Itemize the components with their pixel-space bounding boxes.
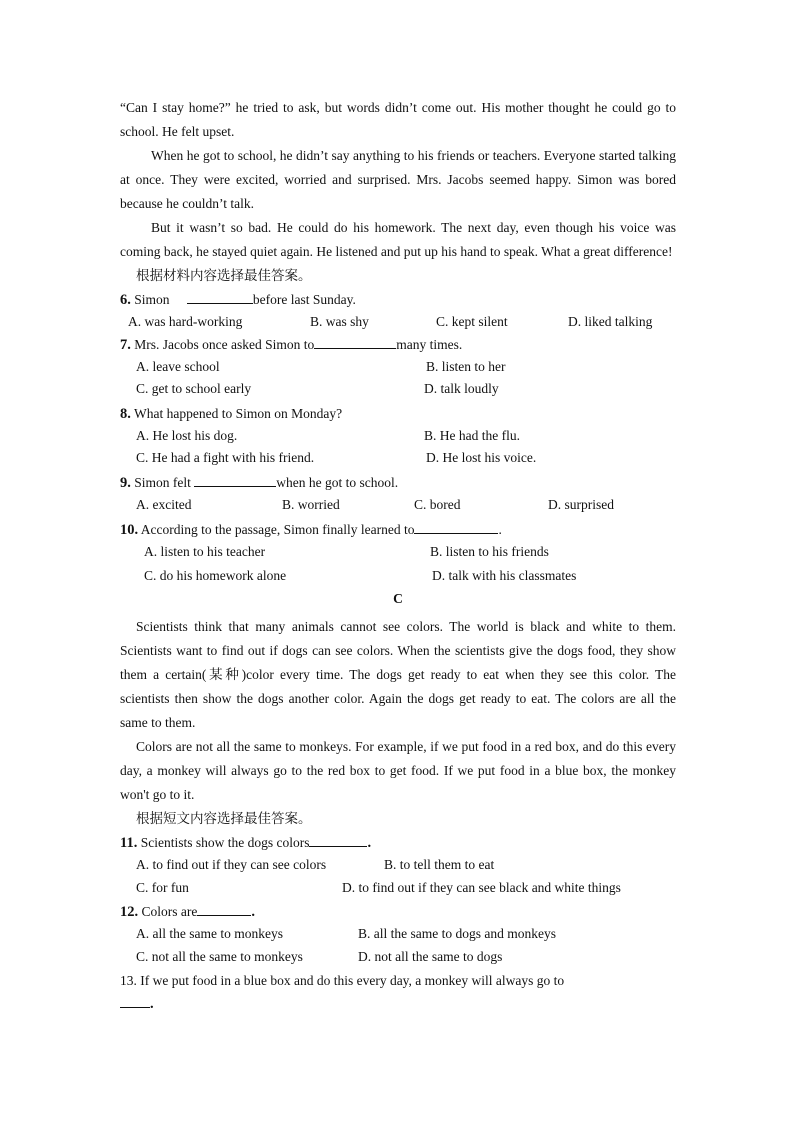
question-11 <box>120 832 676 854</box>
passage-c-paragraph-2: Colors are not all the same to monkeys. For example, if we put food in a red box, and do this every day, a monkey will always go to the red box to get food. If we put food in a blue box, the monkey won't go to it. <box>120 739 676 802</box>
option-c[interactable]: C. bored <box>414 497 461 512</box>
answer-blank[interactable] <box>314 334 396 349</box>
option-b[interactable]: B. worried <box>282 497 340 512</box>
question-stem-end: before last Sunday. <box>252 292 356 307</box>
question-stem: Simon felt <box>134 475 191 490</box>
question-12 <box>120 901 676 923</box>
question-stem: Scientists show the dogs colors <box>140 835 310 850</box>
question-10 <box>120 519 676 541</box>
question-stem-end: . <box>251 904 255 920</box>
question-8-options-row-2 <box>120 447 676 469</box>
question-6 <box>120 289 676 311</box>
answer-blank[interactable] <box>309 832 367 847</box>
option-b[interactable]: B. to tell them to eat <box>384 857 495 872</box>
option-b[interactable]: B. listen to her <box>426 359 506 374</box>
question-number: 11. <box>120 835 138 851</box>
question-13-answer-line <box>120 993 676 1015</box>
question-8-options-row-1 <box>120 425 676 447</box>
passage-c-paragraph-1: Scientists think that many animals cannot see colors. The world is black and white to them. Scientists want to find out if dogs can see colors. When the scientists give the dogs food, they show them a certain(某种)color every time. The dogs get ready to eat when they see this color. The scientists then show the dogs another color. Again the dogs get ready to eat. The colors are all the same to them. <box>120 619 676 730</box>
option-c[interactable]: C. He had a fight with his friend. <box>136 450 315 465</box>
question-11-options-row-2 <box>120 877 676 899</box>
answer-blank[interactable] <box>197 901 251 916</box>
option-d[interactable]: D. surprised <box>548 497 614 512</box>
question-stem: If we put food in a blue box and do this every day, a monkey will always go to <box>140 973 565 988</box>
answer-blank[interactable] <box>120 993 150 1008</box>
question-stem-end: . <box>150 996 154 1012</box>
option-a[interactable]: A. He lost his dog. <box>136 428 238 443</box>
option-d[interactable]: D. talk with his classmates <box>432 568 577 583</box>
option-c[interactable]: C. get to school early <box>136 381 252 396</box>
option-a[interactable]: A. was hard-working <box>128 314 243 329</box>
option-b[interactable]: B. all the same to dogs and monkeys <box>358 926 556 941</box>
answer-blank[interactable] <box>194 472 276 487</box>
option-d[interactable]: D. talk loudly <box>424 381 499 396</box>
question-8 <box>120 403 676 425</box>
option-b[interactable]: B. listen to his friends <box>430 544 549 559</box>
question-stem-end: many times. <box>396 337 463 352</box>
question-stem: Simon <box>134 292 170 307</box>
option-c[interactable]: C. not all the same to monkeys <box>136 949 303 964</box>
question-7-options-row-2 <box>120 378 676 400</box>
question-stem-end: when he got to school. <box>276 475 399 490</box>
option-d[interactable]: D. He lost his voice. <box>426 450 537 465</box>
question-12-options-row-1 <box>120 923 676 945</box>
question-number: 13. <box>120 973 137 988</box>
question-11-options-row-1 <box>120 854 676 876</box>
section-c-title: C <box>393 591 403 606</box>
option-a[interactable]: A. to find out if they can see colors <box>136 857 327 872</box>
passage-b-instruction: 根据材料内容选择最佳答案。 <box>136 268 312 283</box>
question-number: 7. <box>120 337 131 353</box>
option-c[interactable]: C. for fun <box>136 880 189 895</box>
question-13 <box>120 970 676 992</box>
question-stem: According to the passage, Simon finally learned to <box>140 522 415 537</box>
question-stem-end: . <box>498 522 502 537</box>
option-a[interactable]: A. all the same to monkeys <box>136 926 283 941</box>
passage-b-paragraph-1: “Can I stay home?” he tried to ask, but words didn’t come out. His mother thought he could go to school. He felt upset. <box>120 100 676 139</box>
answer-blank[interactable] <box>414 519 498 534</box>
passage-c-instruction: 根据短文内容选择最佳答案。 <box>136 811 312 826</box>
passage-b-paragraph-3: But it wasn’t so bad. He could do his homework. The next day, even though his voice was coming back, he stayed quiet again. He listened and put up his hand to speak. What a great difference! <box>120 220 676 259</box>
option-c[interactable]: C. do his homework alone <box>144 568 287 583</box>
question-7-options-row-1 <box>120 356 676 378</box>
question-stem-end: . <box>367 835 372 851</box>
option-a[interactable]: A. leave school <box>136 359 220 374</box>
question-number: 8. <box>120 406 131 422</box>
question-number: 10. <box>120 522 139 538</box>
question-number: 6. <box>120 292 131 308</box>
question-9-options <box>120 494 676 516</box>
question-10-options-row-1 <box>120 541 676 563</box>
answer-blank[interactable] <box>187 289 253 304</box>
option-a[interactable]: A. excited <box>136 497 192 512</box>
question-7 <box>120 334 676 356</box>
option-d[interactable]: D. not all the same to dogs <box>358 949 503 964</box>
question-9 <box>120 472 676 494</box>
question-number: 9. <box>120 475 131 491</box>
question-12-options-row-2 <box>120 946 676 968</box>
question-number: 12. <box>120 904 139 920</box>
option-d[interactable]: D. liked talking <box>568 314 653 329</box>
passage-b-paragraph-2: When he got to school, he didn’t say anything to his friends or teachers. Everyone started talking at once. They were excited, worried and surprised. Mrs. Jacobs seemed happy. Simon was bored because he couldn’t talk. <box>120 148 676 211</box>
option-a[interactable]: A. listen to his teacher <box>144 544 266 559</box>
worksheet-page <box>120 96 676 1015</box>
option-c[interactable]: C. kept silent <box>436 314 508 329</box>
question-10-options-row-2 <box>120 565 676 587</box>
question-stem: Mrs. Jacobs once asked Simon to <box>134 337 315 352</box>
question-stem: What happened to Simon on Monday? <box>134 406 343 421</box>
option-b[interactable]: B. He had the flu. <box>424 428 520 443</box>
question-6-options <box>120 311 676 333</box>
question-stem: Colors are <box>141 904 198 919</box>
option-d[interactable]: D. to find out if they can see black and white things <box>342 880 621 895</box>
option-b[interactable]: B. was shy <box>310 314 369 329</box>
